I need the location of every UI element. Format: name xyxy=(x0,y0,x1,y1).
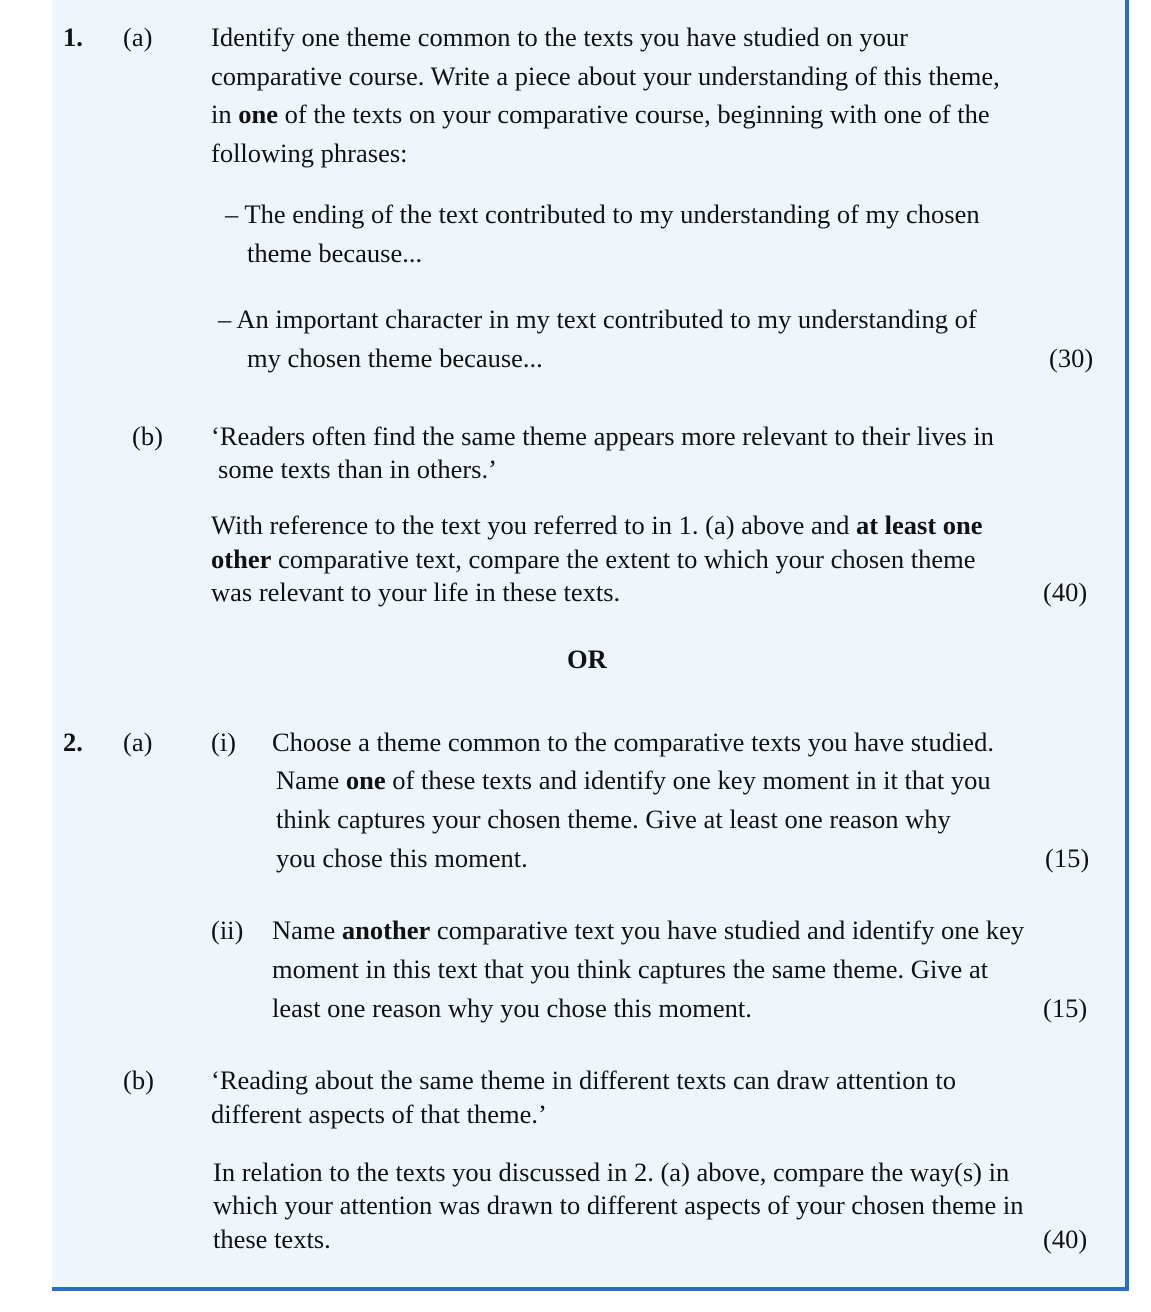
text-line: – An important character in my text contributed to my understanding of xyxy=(218,304,977,334)
text-line: theme because... xyxy=(247,238,423,268)
text-line: different aspects of that theme.’ xyxy=(211,1099,547,1129)
question-2a-i-label: (i) xyxy=(211,727,237,757)
text-line: Name one of these texts and identify one key moment in it that you xyxy=(276,765,991,795)
or-divider: OR xyxy=(567,644,607,674)
question-2a-ii-marks: (15) xyxy=(1043,993,1088,1023)
text-line: moment in this text that you think captures the same theme. Give at xyxy=(272,954,989,984)
question-2-number: 2. xyxy=(63,727,83,757)
text-line: ‘Reading about the same theme in different texts can draw attention to xyxy=(211,1065,956,1095)
text-line: – The ending of the text contributed to my understanding of my chosen xyxy=(225,199,980,229)
text-line: With reference to the text you referred to in 1. (a) above and at least one xyxy=(211,510,983,540)
text-line: my chosen theme because... xyxy=(247,343,543,373)
text-line: which your attention was drawn to different aspects of your chosen theme in xyxy=(213,1190,1024,1220)
question-2a-ii-label: (ii) xyxy=(211,915,244,945)
text-line: was relevant to your life in these texts. xyxy=(211,577,621,607)
text-line: In relation to the texts you discussed in 2. (a) above, compare the way(s) in xyxy=(213,1157,1010,1187)
text-line: think captures your chosen theme. Give at least one reason why xyxy=(276,804,951,834)
question-2b-label: (b) xyxy=(123,1065,154,1095)
text-line: some texts than in others.’ xyxy=(218,454,497,484)
question-1a-label: (a) xyxy=(123,22,153,52)
question-1a-marks: (30) xyxy=(1049,343,1094,373)
text-line: you chose this moment. xyxy=(276,843,528,873)
text-line: these texts. xyxy=(213,1224,331,1254)
question-1b-label: (b) xyxy=(132,421,163,451)
text-line: Name another comparative text you have studied and identify one key xyxy=(272,915,1025,945)
text-line: following phrases: xyxy=(211,138,408,168)
question-1-number: 1. xyxy=(63,22,83,52)
text-line: least one reason why you chose this moment. xyxy=(272,993,752,1023)
text-line: comparative course. Write a piece about your understanding of this theme, xyxy=(211,61,1000,91)
text-line: in one of the texts on your comparative course, beginning with one of the xyxy=(211,99,990,129)
question-2a-i-marks: (15) xyxy=(1045,843,1090,873)
question-2b-marks: (40) xyxy=(1043,1224,1088,1254)
text-line: ‘Readers often find the same theme appears more relevant to their lives in xyxy=(211,421,994,451)
question-2a-label: (a) xyxy=(123,727,153,757)
text-line: other comparative text, compare the extent to which your chosen theme xyxy=(211,544,976,574)
question-1b-marks: (40) xyxy=(1043,577,1088,607)
text-line: Choose a theme common to the comparative texts you have studied. xyxy=(272,727,994,757)
text-line: Identify one theme common to the texts you have studied on your xyxy=(211,22,908,52)
